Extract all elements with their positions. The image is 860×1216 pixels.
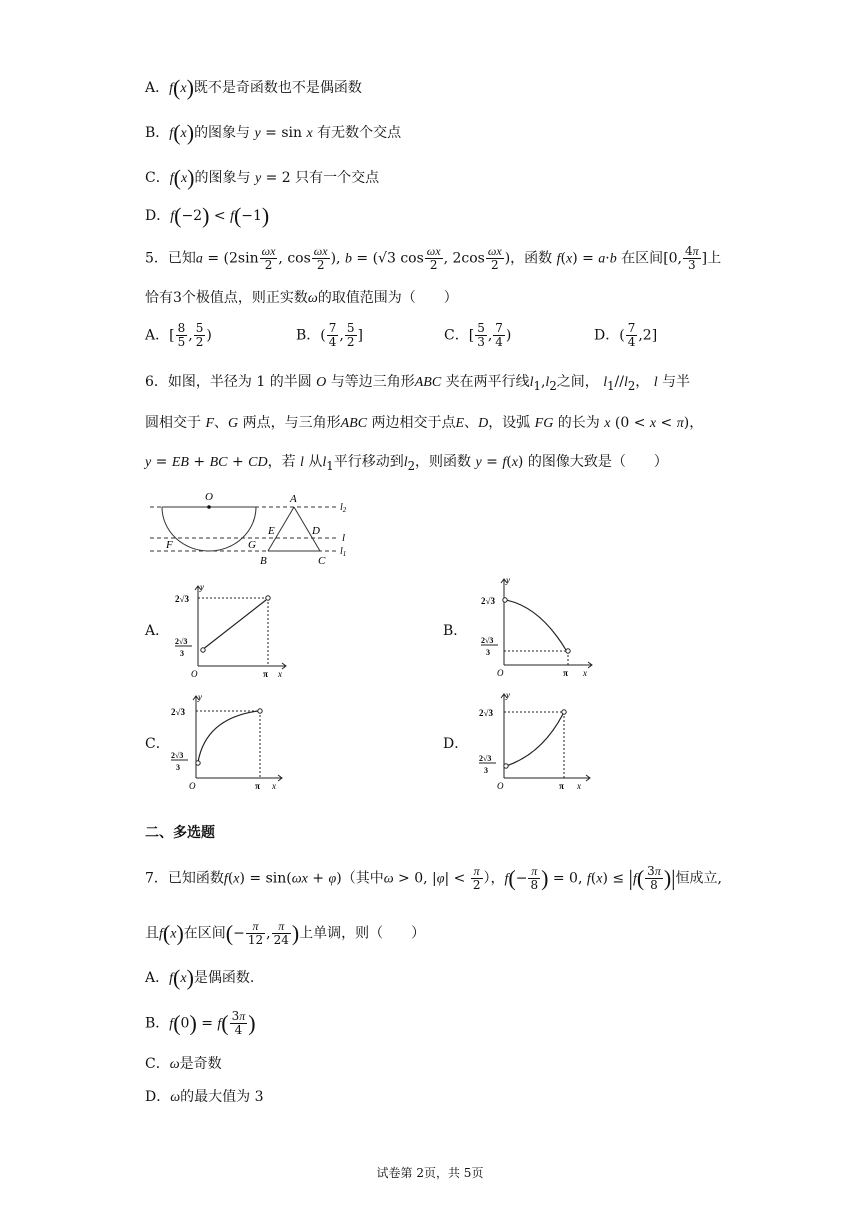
svg-text:3: 3 bbox=[484, 766, 488, 775]
svg-text:F: F bbox=[166, 539, 173, 551]
q7-stem-line1: 7．已知函数f(x) = sin(ωx + φ)（其中ω > 0, |φ| < $\frac{\pi}{2}$ ），f(− $\frac{\pi}{8}$ ) = 0, f(x) ≤ |f( $\frac{3\pi}{8}$ )|恒成立, bbox=[145, 864, 723, 892]
svg-text:y: y bbox=[200, 582, 204, 592]
semicircle-triangle-figure bbox=[150, 490, 360, 570]
q6-stem-line3: y = EB + BC + CD，若 l 从$l_1$平行移动到$l_2$，则函数 y = f(x) 的图像大致是（ ） bbox=[145, 454, 668, 473]
q5-stem-line1: 5．已知a = (2sin $\frac{\omega x}{2}$ , cos $\frac{\omega x}{2}$ ), b = (√3 cos $\frac{\omega x}{2}$ , 2cos $\frac{\omega x}{2}$ )，函数 f(x) = a·b 在区间[0, $\frac{4\pi}{3}$ ]上 bbox=[145, 244, 722, 272]
svg-text:2√3: 2√3 bbox=[171, 751, 184, 760]
svg-text:O: O bbox=[191, 669, 198, 679]
q6-option-a-label: A． bbox=[145, 623, 170, 639]
q7-option-a: A．f(x)是偶函数. bbox=[145, 965, 255, 990]
q7-option-c: C．ω是奇数 bbox=[145, 1056, 222, 1072]
svg-text:3: 3 bbox=[180, 649, 184, 658]
svg-text:x: x bbox=[583, 668, 587, 678]
svg-text:2√3: 2√3 bbox=[171, 707, 185, 717]
svg-text:x: x bbox=[577, 781, 581, 791]
q6-option-b-label: B． bbox=[443, 623, 468, 639]
svg-text:y: y bbox=[198, 692, 202, 702]
q7-stem-line2: 且f(x)在区间(− $\frac{\pi}{12}$ , $\frac{\pi}{24}$ )上单调，则（ ） bbox=[145, 919, 426, 947]
graph-a bbox=[172, 578, 292, 680]
svg-text:G: G bbox=[248, 539, 256, 551]
svg-text:O: O bbox=[189, 781, 196, 791]
q6-option-d-label: D． bbox=[443, 736, 469, 752]
svg-text:l1: $l_1$ bbox=[340, 546, 347, 558]
q5-option-d: D．( $\frac{7}{4}$ ,2] bbox=[594, 321, 658, 349]
svg-text:3: 3 bbox=[176, 763, 180, 772]
q5-stem-line2: 恰有3个极值点，则正实数ω的取值范围为（ ） bbox=[145, 290, 458, 306]
q6-option-c-label: C． bbox=[145, 736, 170, 752]
q6-stem-line2: 圆相交于 F、G 两点，与三角形ABC 两边相交于点E、D，设弧 FG 的长为 x (0 < x < π)， bbox=[145, 415, 704, 431]
graph-d bbox=[476, 688, 596, 794]
svg-text:x: x bbox=[272, 781, 276, 791]
svg-text:C: C bbox=[318, 555, 326, 567]
svg-text:2√3: 2√3 bbox=[481, 596, 495, 606]
svg-text:2√3: 2√3 bbox=[481, 636, 494, 645]
svg-text:D: D bbox=[312, 525, 320, 537]
page-footer: 试卷第 2页，共 5页 bbox=[376, 1166, 484, 1180]
svg-text:2√3: 2√3 bbox=[479, 754, 492, 763]
q7-option-b: B．f(0) = f( $\frac{3\pi}{4}$ ) bbox=[145, 1009, 256, 1037]
svg-text:2√3: 2√3 bbox=[175, 637, 188, 646]
svg-text:O: O bbox=[205, 491, 213, 503]
q4-option-a: A．f(x)既不是奇函数也不是偶函数 bbox=[145, 75, 362, 100]
q4-option-d: D．f(−2) < f(−1) bbox=[145, 203, 270, 228]
svg-text:l: l bbox=[342, 532, 346, 544]
svg-text:π: π bbox=[263, 669, 268, 679]
svg-text:O: O bbox=[497, 668, 504, 678]
svg-text:A: A bbox=[290, 493, 297, 505]
q6-stem-line1: 6．如图，半径为 1 的半圆 O 与等边三角形ABC 夹在两平行线$l_1,l_2$之间， $l_1//l_2$， l 与半 bbox=[145, 374, 691, 393]
q5-option-c: C．[ $\frac{5}{3}$ , $\frac{7}{4}$ ) bbox=[444, 321, 512, 349]
svg-text:π: π bbox=[563, 668, 568, 678]
svg-text:3: 3 bbox=[486, 648, 490, 657]
svg-text:y: y bbox=[506, 690, 510, 700]
q5-option-a: A．[ $\frac{8}{5}$ , $\frac{5}{2}$ ) bbox=[145, 321, 212, 349]
svg-text:x: x bbox=[278, 669, 282, 679]
section-title: 二、多选题 bbox=[145, 825, 215, 841]
q5-option-b: B．( $\frac{7}{4}$ , $\frac{5}{2}$ ] bbox=[296, 321, 363, 349]
svg-text:π: π bbox=[255, 781, 260, 791]
svg-text:y: y bbox=[506, 575, 510, 585]
graph-b bbox=[478, 573, 598, 679]
svg-text:2√3: 2√3 bbox=[479, 708, 493, 718]
graph-c bbox=[168, 690, 288, 794]
svg-text:E: E bbox=[268, 525, 275, 537]
q4-option-c: C．f(x)的图象与 y = 2 只有一个交点 bbox=[145, 165, 380, 190]
svg-text:2√3: 2√3 bbox=[175, 594, 189, 604]
svg-text:l2: $l_2$ bbox=[340, 502, 347, 514]
svg-text:O: O bbox=[497, 781, 504, 791]
q7-option-d: D．ω的最大值为 3 bbox=[145, 1089, 264, 1105]
svg-text:B: B bbox=[260, 555, 267, 567]
q4-option-b: B．f(x)的图象与 y = sin x 有无数个交点 bbox=[145, 120, 402, 145]
svg-text:π: π bbox=[559, 781, 564, 791]
